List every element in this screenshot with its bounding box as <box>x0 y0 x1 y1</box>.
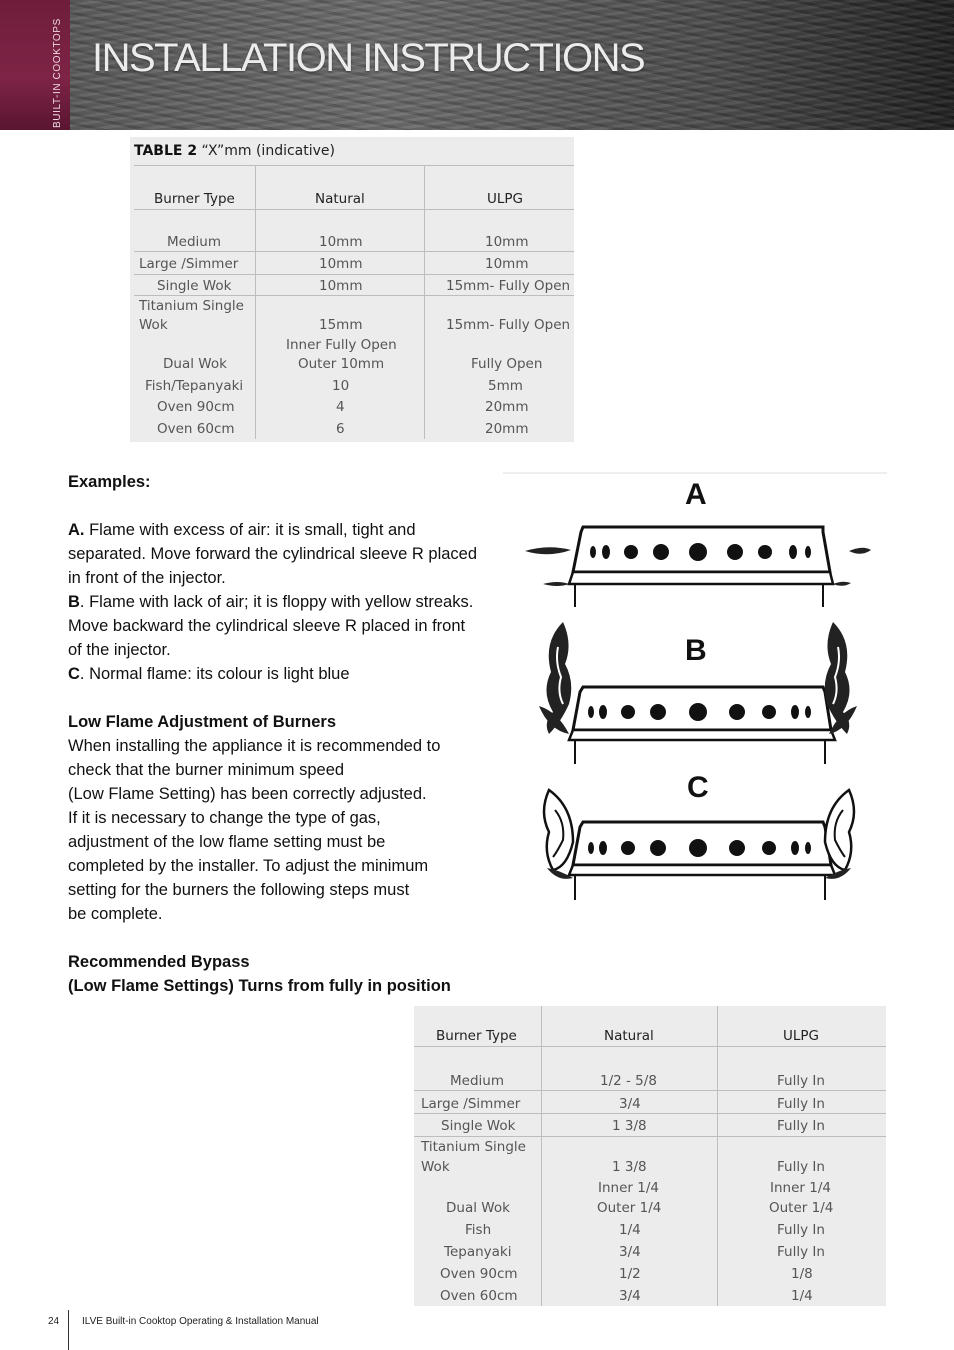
table-2-label: TABLE 2 <box>134 143 198 159</box>
burner-c <box>544 790 854 900</box>
table-2: TABLE 2 “X”mm (indicative) Burner Type Natural ULPG Medium 10mm 10mm Large /Simmer 10mm 10mm Single Wok 10mm 15mm- Fully Open Titanium Single Wok 15mm 15mm- Fully Open Inner Fully Open Dual Wok Outer 10mm Fully Open Fish/Tepanyaki 10 5mm Oven 90cm 4 20mm Oven 60cm 6 20mm <box>130 137 574 442</box>
diagram-label-b: B <box>685 634 707 667</box>
section-tab-label: BUILT-IN COOKTOPS <box>52 18 63 128</box>
example-a: A. Flame with excess of air: it is small, tight and separated. Move forward the cylindrical sleeve R placed in front of the injector. <box>68 521 478 587</box>
flame-diagram <box>503 472 887 912</box>
low-flame-heading: Low Flame Adjustment of Burners <box>68 713 336 731</box>
low-flame-body: When installing the appliance it is recommended to check that the burner minimum speed (Low Flame Setting) has been correctly adjusted. If it is necessary to change the type of gas, adjustment of the low flame setting must be completed by the installer. To adjust the minimum setting for the burners the following steps must be complete. <box>68 737 441 923</box>
manual-title: ILVE Built-in Cooktop Operating & Installation Manual <box>82 1316 319 1327</box>
example-c: C. Normal flame: its colour is light blue <box>68 665 350 683</box>
table-2-header-natural: Natural <box>315 191 365 207</box>
page-header <box>0 0 954 130</box>
table-2-caption <box>134 143 335 159</box>
page-title: INSTALLATION INSTRUCTIONS <box>92 36 645 80</box>
table-2-header-burner: Burner Type <box>154 191 235 207</box>
bypass-header-natural: Natural <box>604 1028 654 1044</box>
diagram-label-a: A <box>685 478 707 511</box>
bypass-header-ulpg: ULPG <box>783 1028 820 1044</box>
footer-divider <box>68 1310 69 1350</box>
table-2-subtitle: “X”mm (indicative) <box>201 143 335 159</box>
page-footer <box>0 1310 954 1350</box>
bypass-table: Burner Type Natural ULPG Medium 1/2 - 5/8 Fully In Large /Simmer 3/4 Fully In Single Wok 1 3/8 Fully In Titanium Single Wok 1 3/8 Fully In Inner 1/4 Inner 1/4 Dual Wok Outer 1/4 Outer 1/4 Fish 1/4 Fully In Tepanyaki 3/4 Fully In Oven 90cm 1/2 1/8 Oven 60cm 3/4 1/4 <box>414 1006 886 1306</box>
bypass-heading-line-2: (Low Flame Settings) Turns from fully in position <box>68 977 451 995</box>
examples-heading: Examples: <box>68 473 151 491</box>
examples-section <box>68 470 478 998</box>
bypass-heading-line-1: Recommended Bypass <box>68 953 250 971</box>
bypass-header-burner: Burner Type <box>436 1028 517 1044</box>
page-number: 24 <box>48 1316 60 1327</box>
example-b: B. Flame with lack of air; it is floppy with yellow streaks. Move backward the cylindrical sleeve R placed in front of the injector. <box>68 593 474 659</box>
table-2-header-ulpg: ULPG <box>487 191 524 207</box>
diagram-label-c: C <box>687 771 709 804</box>
burner-a <box>525 527 871 607</box>
